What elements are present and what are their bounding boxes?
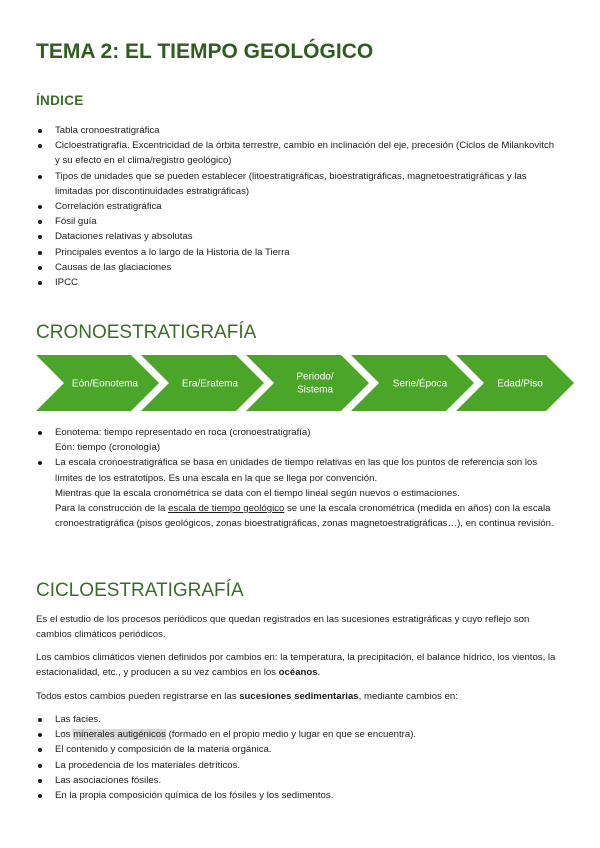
paragraph: Es el estudio de los procesos periódicos que quedan registrados en las sucesiones estratigráficas y cuyo reflejo son cambios climáticos periódicos. — [36, 614, 530, 641]
index-item: Tipos de unidades que se pueden establecer (litoestratigráficas, bioestratigráficas, magnetoestratigráficas y las limitadas por discontinuidades estratigráficas) — [36, 169, 556, 199]
chevron-periodo — [246, 355, 369, 411]
text-run: . — [317, 667, 321, 679]
list-item — [36, 727, 556, 742]
text-run: , mediante cambios en: — [358, 691, 458, 702]
text-run: Para la construcción de la — [55, 503, 169, 515]
cronoestratigrafia-heading: CRONOESTRATIGRAFÍA — [36, 322, 257, 343]
index-item: Dataciones relativas y absolutas — [36, 229, 556, 244]
text-run: Los cambios climáticos vienen definidos por cambios en: la temperatura, la precipitación, el balance hídrico, los vientos, la estacionalidad, etc., y producen a su vez cambios en los — [36, 652, 556, 679]
chevron-label-serie: Serie/Época — [392, 378, 448, 390]
eon-definition: Eón: tiempo (cronología) — [55, 442, 161, 454]
escala-tiempo-geologico-link: escala de tiempo geológico — [168, 503, 285, 515]
index-item: Cicloestratigrafía. Excentricidad de la órbita terrestre, cambio en inclinación del eje, precesión (Ciclos de Milankovitch y su efecto en el clima/registro geológico) — [36, 138, 556, 168]
text-run: Todos estos cambios pueden registrarse en las — [36, 691, 240, 702]
list-item: En la propia composición química de los fósiles y los sedimentos. — [36, 788, 556, 803]
index-item: Tabla cronoestratigráfica — [36, 123, 556, 138]
bold-term: océanos — [278, 667, 318, 679]
index-item: IPCC — [36, 275, 556, 290]
bold-term: sucesiones sedimentarias — [239, 691, 359, 702]
text-run: Los — [55, 729, 74, 741]
list-item — [36, 425, 556, 455]
escala-cronoestratigrafica-text: La escala cronoestratigráfica se basa en unidades de tiempo relativas en las que los puntos de referencia son los límites de los estratotipos. Es una escala en la que se llega por convención. — [55, 457, 538, 484]
cronoestratigrafia-list — [36, 425, 556, 531]
index-item: Principales eventos a lo largo de la Historia de la Tierra — [36, 245, 556, 260]
index-list — [36, 123, 556, 290]
text-run: se une la escala cronométrica (medida en años) con la escala cronoestratigráfica (pisos geológicos, zonas bioestratigráficas, zonas magnetoestratigráficas…), en continua revisión. — [55, 503, 554, 530]
list-item: Las asociaciones fósiles. — [36, 773, 556, 788]
chevron-label-periodo: Periodo/ — [296, 371, 334, 383]
chevron-process-diagram — [36, 355, 574, 411]
escala-cronometrica-text: Mientras que la escala cronométrica se data con el tiempo lineal según nuevos o estimaciones. — [55, 487, 460, 499]
index-item: Correlación estratigráfica — [36, 199, 556, 214]
index-heading: ÍNDICE — [36, 93, 84, 108]
document-title: TEMA 2: EL TIEMPO GEOLÓGICO — [36, 40, 374, 63]
paragraph — [36, 650, 556, 680]
chevron-label-era: Era/Eratema — [181, 378, 239, 390]
eonotema-definition: Eonotema: tiempo representado en roca (cronoestratigrafía) — [55, 427, 311, 438]
text-run: (formado en el propio medio y lugar en que se encuentra). — [165, 729, 417, 741]
chevron-label-edad: Edad/Piso — [497, 378, 543, 390]
index-item: Causas de las glaciaciones — [36, 260, 556, 275]
highlighted-term: minerales autigénicos — [73, 729, 166, 741]
list-item — [36, 455, 556, 531]
chevron-label-sistema: Sistema — [296, 384, 334, 396]
list-item: El contenido y composición de la materia orgánica. — [36, 742, 556, 757]
cicloestratigrafia-heading: CICLOESTRATIGRAFÍA — [36, 580, 244, 601]
list-item: Las facies. — [36, 712, 556, 727]
chevron-label-eon: Eón/Eonotema — [71, 378, 139, 390]
cicloestratigrafia-list — [36, 712, 556, 803]
list-item: La procedencia de los materiales detríticos. — [36, 758, 556, 773]
paragraph — [36, 689, 556, 704]
index-item: Fósil guía — [36, 214, 556, 229]
